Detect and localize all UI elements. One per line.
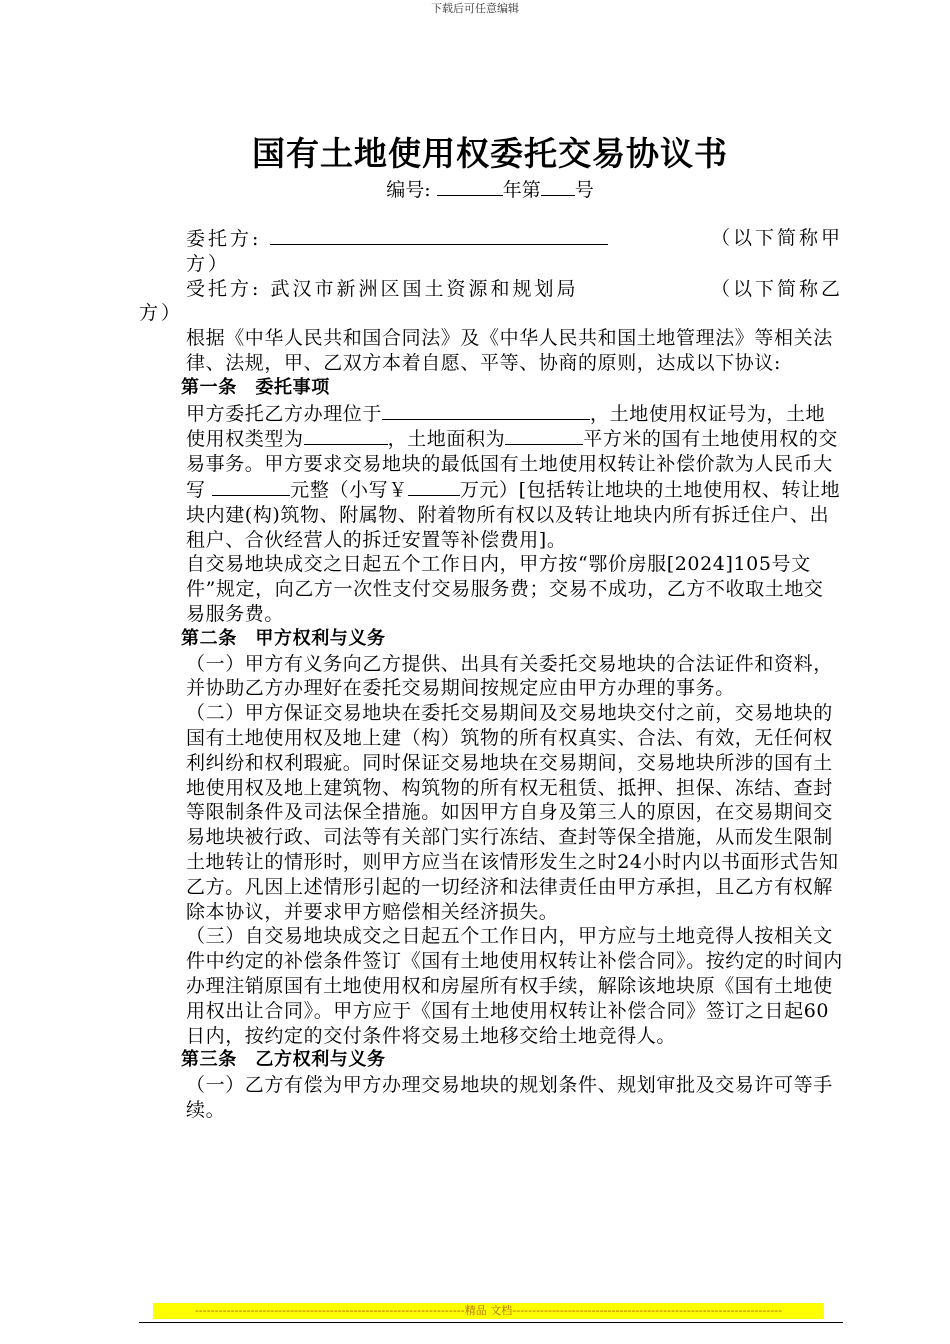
location-blank bbox=[382, 401, 590, 420]
footer-dashes-left: -------------------------------------------------------------------- bbox=[194, 1304, 465, 1317]
principal-suffix: （以下简称甲 bbox=[710, 227, 843, 249]
agent-suffix: （以下简称乙 bbox=[710, 277, 843, 300]
principal-label: 委托方: bbox=[186, 228, 262, 250]
agent-label: 受托方: 武汉市新洲区国土资源和规划局 bbox=[186, 277, 579, 300]
principal-line bbox=[139, 226, 843, 252]
text-segment: ，土地使用权证号为 bbox=[590, 402, 767, 425]
text-segment: ，土地面积为 bbox=[387, 428, 506, 451]
serial-no-label: 号 bbox=[574, 179, 594, 201]
footer-dashes-right: -------------------------------------------------------------------- bbox=[512, 1304, 783, 1317]
agent-line bbox=[139, 277, 843, 302]
footer-rule bbox=[139, 1322, 843, 1323]
article-3-para-1: （一）乙方有偿为甲方办理交易地块的规划条件、规划审批及交易许可等手续。 bbox=[186, 1074, 833, 1121]
area-blank bbox=[505, 426, 583, 445]
article-1-title: 第一条 委托事项 bbox=[181, 376, 330, 398]
footer-watermark bbox=[153, 1303, 824, 1319]
text-segment: 元整（小写￥ bbox=[290, 478, 408, 501]
footer-label: 精品 文档 bbox=[464, 1304, 513, 1317]
article-2-title: 第二条 甲方权利与义务 bbox=[181, 627, 386, 649]
document-title: 国有土地使用权委托交易协议书 bbox=[252, 134, 728, 173]
serial-year-blank bbox=[437, 177, 503, 196]
article-2-para-3: （三）自交易地块成交之日起五个工作日内，甲方应与土地竞得人按相关文件中约定的补偿条件签订《国有土地使用权转让补偿合同》。按约定的时间内办理注销原国有土地使用权和房屋所有权手续，解除该地块原《国有土地使用权出让合同》。甲方应于《国有土地使用权转让补偿合同》签订之日起60日内，按约定的交付条件将交易土地移交给土地竞得人。 bbox=[186, 925, 843, 1047]
principal-wrap: 方） bbox=[186, 252, 231, 275]
article-3-title: 第三条 乙方权利与义务 bbox=[181, 1049, 386, 1071]
serial-number bbox=[0, 175, 950, 202]
agent-wrap: 方） bbox=[139, 302, 184, 325]
document-body bbox=[139, 226, 843, 1123]
article-1-para-2: 自交易地块成交之日起五个工作日内，甲方按“鄂价房服[2024]105号文件”规定，向乙方一次性支付交易服务费；交易不成功，乙方不收取土地交易服务费。 bbox=[186, 553, 824, 625]
text-segment: 甲方委托乙方办理位于 bbox=[186, 402, 383, 425]
land-type-blank bbox=[304, 426, 388, 445]
text-segment: 平方米的国有土地使用权的交易事务。甲方要求交易地块的最低国有土地使用权转让补偿价款为人民币大写 bbox=[186, 428, 839, 501]
article-1-para-1 bbox=[139, 401, 843, 553]
article-2-para-1: （一）甲方有义务向乙方提供、出具有关委托交易地块的合法证件和资料，并协助乙方办理好在委托交易期间按规定应由甲方办理的事务。 bbox=[186, 652, 833, 700]
principal-blank bbox=[270, 226, 608, 245]
amount-lower-blank bbox=[408, 477, 460, 496]
serial-no-blank bbox=[541, 177, 575, 196]
text-segment: ，土地使用权类型为 bbox=[186, 402, 826, 451]
header-note: 下载后可任意编辑 bbox=[431, 2, 519, 15]
preamble: 根据《中华人民共和国合同法》及《中华人民共和国土地管理法》等相关法律、法规，甲、乙双方本着自愿、平等、协商的原则，达成以下协议: bbox=[186, 327, 833, 374]
article-2-para-2: （二）甲方保证交易地块在委托交易期间及交易地块交付之前，交易地块的国有土地使用权及地上建（构）筑物的所有权真实、合法、有效，无任何权利纠纷和权利瑕疵。同时保证交易地块在交易期间，交易地块所涉的国有土地使用权及地上建筑物、构筑物的所有权无租赁、抵押、担保、冻结、查封等限制条件及司法保全措施。如因甲方自身及第三人的原因，在交易期间交易地块被行政、司法等有关部门实行冻结、查封等保全措施，从而发生限制土地转让的情形时，则甲方应当在该情形发生之时24小时内以书面形式告知乙方。凡因上述情形引起的一切经济和法律责任由甲方承担，且乙方有权解除本协议，并要求甲方赔偿相关经济损失。 bbox=[186, 702, 839, 923]
text-segment: 万元）[包括转让地块的土地使用权、转让地块内建(构)筑物、附属物、附着物所有权以及转让地块内所有拆迁住户、出租户、合伙经营人的拆迁安置等补偿费用]。 bbox=[186, 478, 841, 551]
serial-prefix: 编号: bbox=[386, 179, 431, 201]
amount-upper-blank bbox=[212, 477, 290, 496]
serial-year-label: 年第 bbox=[502, 179, 541, 201]
